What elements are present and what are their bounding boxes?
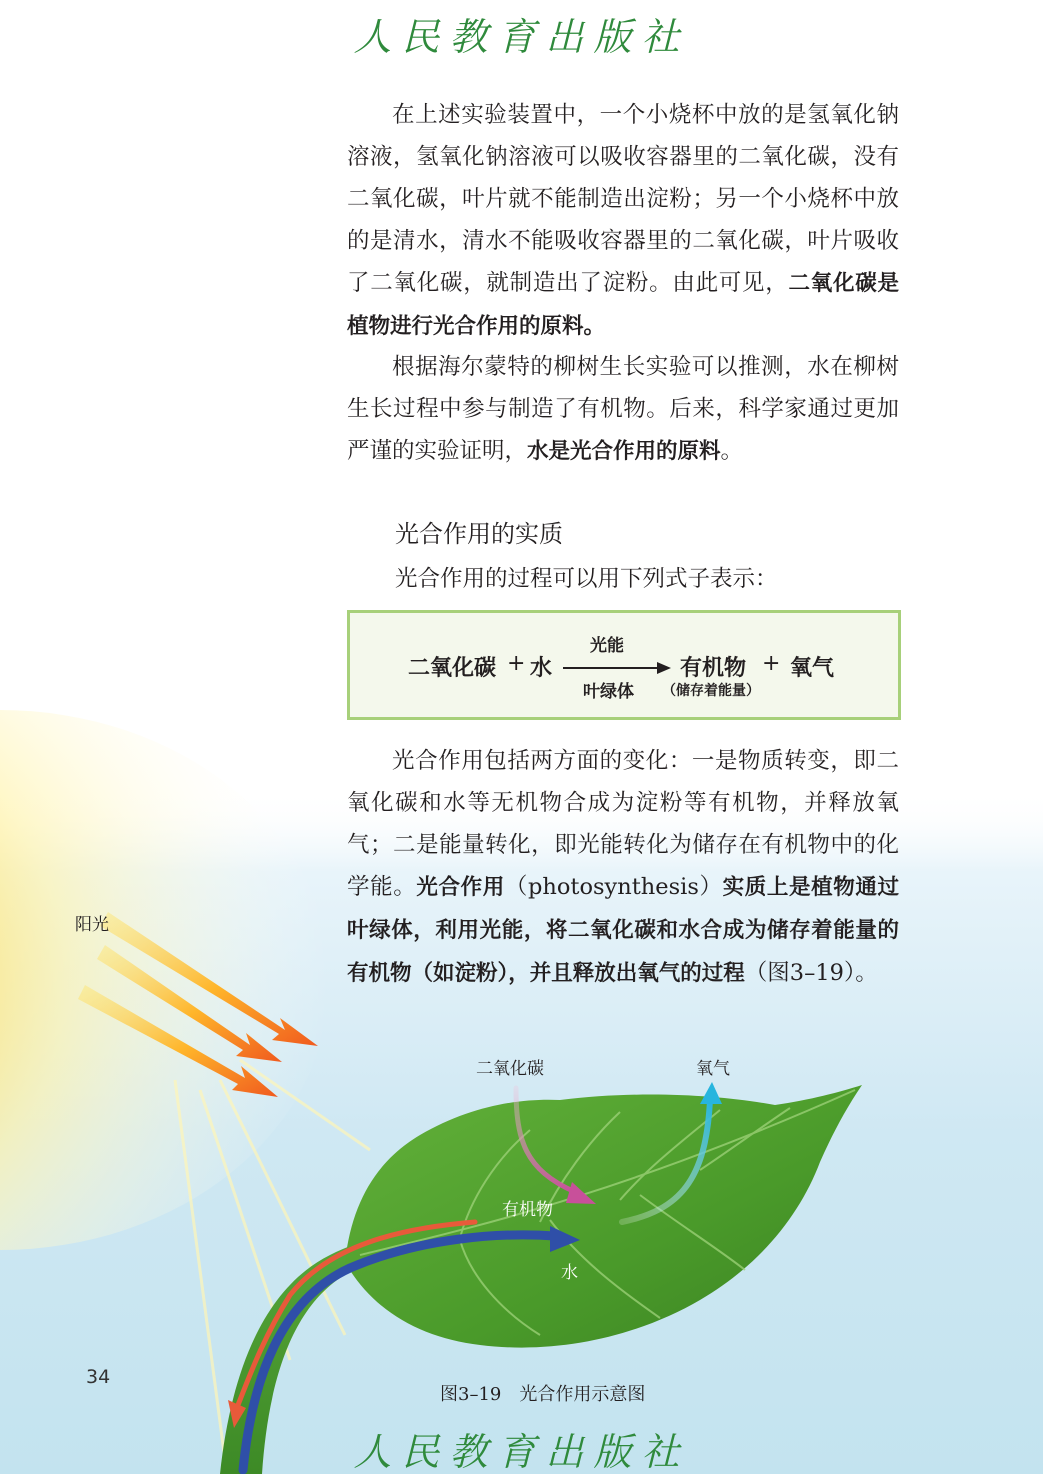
publisher-logo-top: 人民教育出版社: [353, 15, 690, 59]
paragraph-text: 在上述实验装置中，一个小烧杯中放的是氢氧化钠溶液，氢氧化钠溶液可以吸收容器里的二氧化碳，没有二氧化碳，叶片就不能制造出淀粉；另一个小烧杯中放的是清水，清水不能吸收容器里的二氧化碳，叶片吸收了二氧化碳，就制造出了淀粉。由此可见，: [347, 102, 899, 296]
paragraph-block-1: [347, 94, 899, 348]
equation-reactant-co2: 二氧化碳: [408, 656, 497, 681]
equation-condition-chloroplast: 叶绿体: [583, 682, 634, 702]
paragraph-text: 根据海尔蒙特的柳树生长实验可以推测，水在柳树生长过程中参与制造了有机物。后来，科学家通过更加严谨的实验证明，: [347, 354, 899, 464]
label-sunlight: 阳光: [75, 915, 109, 935]
photosynthesis-definition: 实质上是植物通过叶绿体，利用光能，将二氧化碳和水合成为储存着能量的有机物（如淀粉），并且释放出氧气的过程: [347, 875, 899, 986]
paragraph-block-3: [347, 740, 899, 995]
paragraph-text: 。: [720, 438, 744, 464]
figure-caption: 图3–19 光合作用示意图: [440, 1384, 646, 1405]
equation-arrow: [563, 662, 671, 674]
equation-plus: +: [762, 651, 781, 676]
term-english: （photosynthesis）: [504, 874, 723, 900]
equation-plus: +: [507, 651, 526, 676]
equation-product-organic: 有机物: [680, 656, 747, 681]
label-o2: 氧气: [696, 1059, 730, 1079]
publisher-logo-bottom: 人民教育出版社: [353, 1430, 690, 1474]
paragraph-photosynthesis-definition: [347, 740, 899, 995]
figure-reference: （图3–19）。: [744, 960, 878, 986]
term-photosynthesis: 光合作用: [416, 875, 505, 900]
paragraph-text: 光合作用包括两方面的变化：一是物质转变，即二氧化碳和水等无机物合成为淀粉等有机物，并释放氧气；二是能量转化，即光能转化为储存在有机物中的化学能。: [347, 748, 899, 900]
equation-product-oxygen: 氧气: [790, 656, 835, 681]
section-title: 光合作用的实质: [395, 520, 563, 548]
label-co2: 二氧化碳: [476, 1059, 544, 1079]
page-number: 34: [86, 1366, 111, 1388]
co2-conclusion: 二氧化碳是植物进行光合作用的原料。: [347, 271, 899, 339]
paragraph-co2-experiment: [347, 94, 899, 348]
section-intro: 光合作用的过程可以用下列式子表示：: [395, 566, 778, 592]
water-conclusion: 水是光合作用的原料: [527, 439, 721, 464]
label-water: 水: [561, 1263, 578, 1283]
label-organic: 有机物: [502, 1200, 553, 1220]
equation-reactant-water: 水: [530, 656, 553, 681]
equation-product-note: （储存着能量）: [662, 683, 760, 699]
equation-condition-light: 光能: [590, 636, 624, 656]
paragraph-block-2: [347, 346, 899, 473]
photosynthesis-equation: [347, 610, 901, 720]
paragraph-water-experiment: [347, 346, 899, 473]
